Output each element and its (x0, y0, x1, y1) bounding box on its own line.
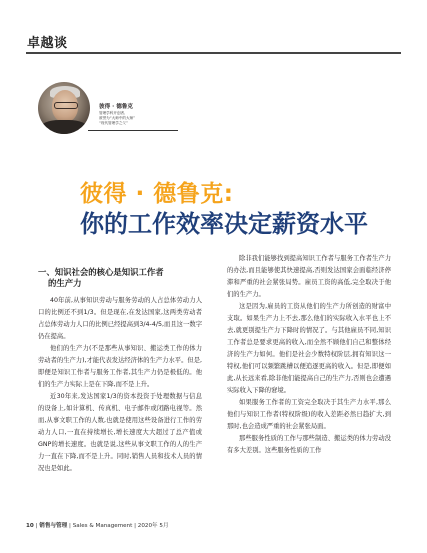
author-bio-line: 被誉为“大师中的大师” (99, 116, 136, 120)
magazine-name: 销售与管理 (39, 523, 68, 529)
issue-date: 2020年 5月 (137, 523, 169, 529)
subheading-line: 的生产力 (48, 278, 82, 288)
paragraph: 那些服务性质的工作与那些制造、搬运类的体力劳动没有多大差别。这些服务性质的工作 (227, 435, 391, 454)
magazine-english-name: Sales & Management (72, 523, 133, 529)
paragraph: 如果服务工作者的工资完全取决于其生产力水平,那么他们与知识工作者(特权阶级)的收入差距必然日趋扩大,到那时,也会造成严重的社会紧张局面。 (227, 399, 391, 430)
page-footer (26, 521, 169, 529)
section-title: 卓越谈 (27, 36, 68, 51)
footer-separator: | (69, 523, 73, 529)
paragraph: 这是因为,雇员的工资从他们的生产力所创造的财富中支取。如果生产力上不去,那么他们的实际收入水平也上不去,就更别提生产力下降时的情况了。与其他雇员不同,知识工作者总是要求更高的收入,而全然不顾他们自己和整体经济的生产力如何。他们是社会少数特权阶层,拥有知识这一特权,他们可以频繁跳槽以便追逐更高的收入。但是,即便如此,从长远来看,除非他们能提高自己的生产力,否则也会遭遇实际收入下降的窘境。 (227, 303, 391, 394)
footer-separator: | (35, 523, 40, 529)
author-photo (38, 82, 90, 134)
footer-separator: | (134, 523, 138, 529)
paragraph: 40年前,从事知识劳动与服务劳动的人占总体劳动力人口的比例还不到1/3。但是现在,在发达国家,这两类劳动者占总体劳动力人口的比例已经提高到3/4-4/5,而且这一数字仍在提高。 (38, 297, 202, 340)
author-divider (88, 130, 178, 131)
left-column (38, 267, 202, 475)
paragraph: 他们的生产力(不是那些从事知识、搬运类工作的体力劳动者的生产力),才能代表发达经济体的生产力水平。但是,即便是知识工作者与服务工作者,其生产力仍是极低的。他们的生产力实际上是在下降,而不是上升。 (38, 345, 202, 388)
author-bio (99, 111, 159, 126)
article-title-line2: 你的工作效率决定薪资水平 (80, 210, 368, 238)
section-divider (26, 52, 401, 54)
author-name: 彼得 · 德鲁克 (99, 104, 133, 110)
author-bio-line: “现代管理学之父” (99, 121, 128, 125)
right-column (227, 253, 391, 457)
article-title-line1: 彼得 · 德鲁克: (80, 181, 234, 207)
paragraph: 近30年来,发达国家1/3的资本投资于处理数据与信息的设备上,如计算机、传真机、电子邮件或闭路电视等。然而,从事文职工作的人数,也就是使用这些设备进行工作的劳动力人口,一直在持续增长,增长速度大大超过了总产值或GNP的增长速度。也就是说,这些从事文职工作的人的生产力一直在下降,而不是上升。同时,销售人员和技术人员的情况也是如此。 (38, 393, 202, 472)
page-number: 10 (26, 523, 34, 529)
author-bio-line: 管理学科开创者, (99, 111, 126, 115)
section-subheading (38, 267, 202, 289)
paragraph: 除非我们能够找到提高知识工作者与服务工作者生产力的办法,而且能够使其快速提高,否则发达国家会面临经济停滞和严重的社会紧张局势。雇员工资的高低,完全取决于他们的生产力。 (227, 255, 391, 298)
subheading-line: 一、知识社会的核心是知识工作者 (38, 267, 164, 277)
